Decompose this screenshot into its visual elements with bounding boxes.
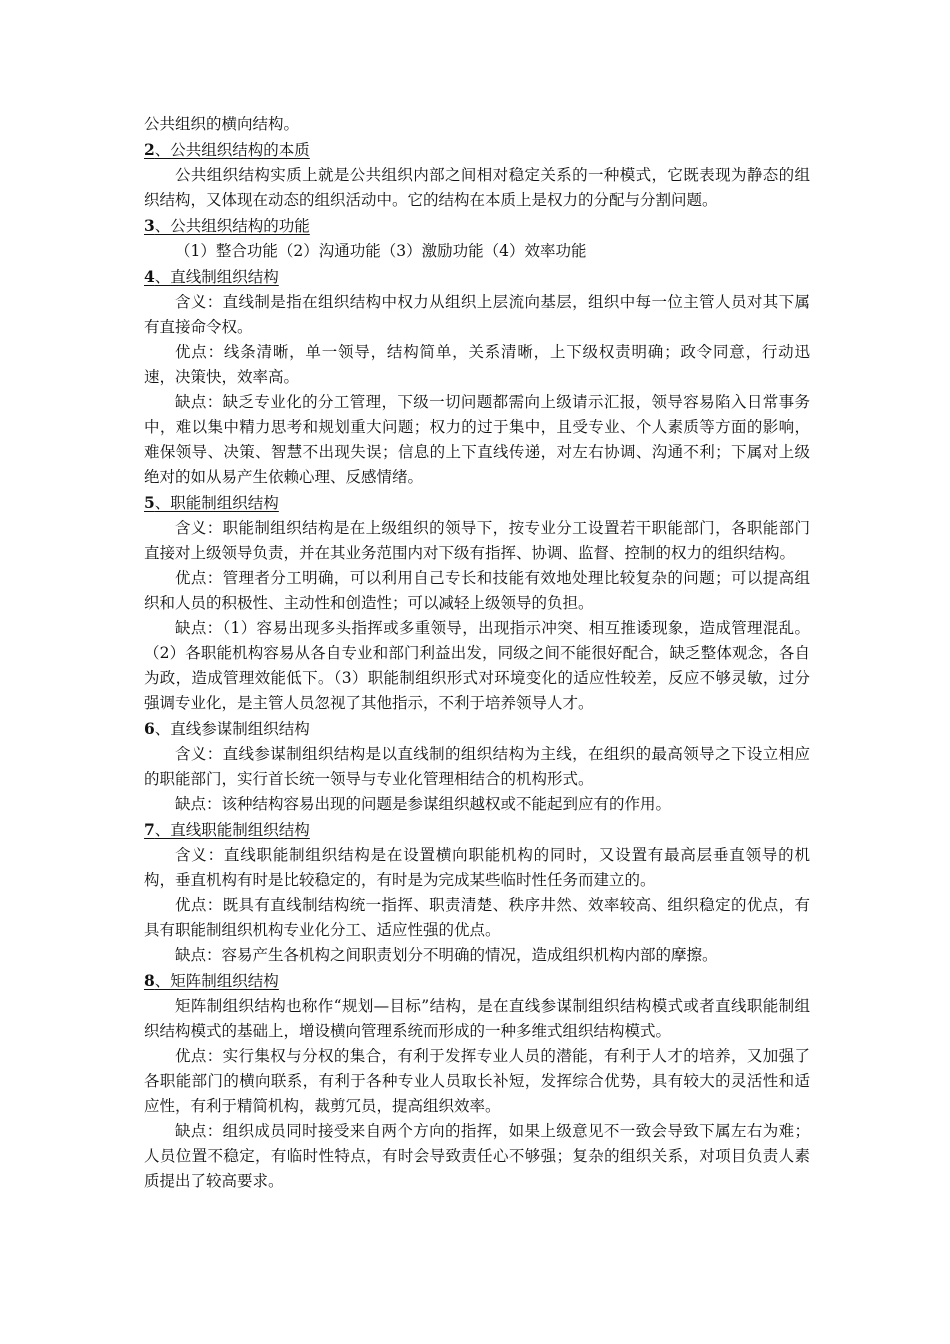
section-6-disadvantages: 缺点：该种结构容易出现的问题是参谋组织越权或不能起到应有的作用。 — [175, 795, 672, 813]
section-4-disadvantages: 缺点：缺乏专业化的分工管理，下级一切问题都需向上级请示汇报，领导容易陷入日常事务中，难以集中精力思考和规划重大问题；权力的过于集中，且受专业、个人素质等方面的影响，难保领导、决策、智慧不出现失误；信息的上下直线传递，对左右协调、沟通不利；下属对上级绝对的如从易产生依赖心理、反感情绪。 — [144, 393, 810, 486]
section-7-title: 、直线职能制组织结构 — [154, 821, 310, 839]
section-8-heading — [144, 968, 810, 994]
section-5-disadvantages: 缺点：（1）容易出现多头指挥或多重领导，出现指示冲突、相互推诿现象，造成管理混乱。（2）各职能机构容易从各自专业和部门利益出发，同级之间不能很好配合，缺乏整体观念，各自为政，造成管理效能低下。（3）职能制组织形式对环境变化的适应性较差，反应不够灵敏，过分强调专业化，是主管人员忽视了其他指示，不利于培养领导人才。 — [144, 619, 810, 712]
section-7-heading — [144, 817, 810, 843]
section-5-title: 、职能制组织结构 — [154, 494, 279, 512]
section-7-number: 7 — [144, 820, 155, 839]
section-4-title: 、直线制组织结构 — [154, 268, 279, 286]
section-6-title: 、直线参谋制组织结构 — [154, 720, 310, 738]
section-2-heading — [144, 137, 810, 163]
section-4-advantages: 优点：线条清晰，单一领导，结构简单，关系清晰，上下级权责明确；政令同意，行动迅速，决策快，效率高。 — [144, 343, 810, 386]
section-6-number: 6 — [144, 719, 155, 738]
section-5-advantages: 优点：管理者分工明确，可以利用自己专长和技能有效地处理比较复杂的问题；可以提高组织和人员的积极性、主动性和创造性；可以减轻上级领导的负担。 — [144, 569, 810, 612]
section-4-definition: 含义：直线制是指在组织结构中权力从组织上层流向基层，组织中每一位主管人员对其下属有直接命令权。 — [144, 293, 810, 336]
section-2-paragraph: 公共组织结构实质上就是公共组织内部之间相对稳定关系的一种模式，它既表现为静态的组织结构，又体现在动态的组织活动中。它的结构在本质上是权力的分配与分割问题。 — [144, 166, 810, 209]
section-3-heading — [144, 213, 810, 239]
section-7-definition: 含义：直线职能制组织结构是在设置横向职能机构的同时，又设置有最高层垂直领导的机构，垂直机构有时是比较稳定的，有时是为完成某些临时性任务而建立的。 — [144, 846, 810, 889]
section-6-heading — [144, 716, 810, 742]
section-3-number: 3 — [144, 216, 155, 235]
document-page — [144, 112, 810, 1194]
section-8-number: 8 — [144, 971, 155, 990]
section-4-number: 4 — [144, 267, 155, 286]
section-5-heading — [144, 490, 810, 516]
intro-tail-text: 公共组织的横向结构。 — [144, 115, 300, 133]
section-6-definition: 含义：直线参谋制组织结构是以直线制的组织结构为主线，在组织的最高领导之下设立相应的职能部门，实行首长统一领导与专业化管理相结合的机构形式。 — [144, 745, 810, 788]
section-2-title: 、公共组织结构的本质 — [154, 141, 310, 159]
section-5-number: 5 — [144, 493, 155, 512]
section-3-paragraph: （1）整合功能（2）沟通功能（3）激励功能（4）效率功能 — [175, 242, 587, 260]
section-2-number: 2 — [144, 140, 155, 159]
section-7-disadvantages: 缺点：容易产生各机构之间职责划分不明确的情况，造成组织机构内部的摩擦。 — [175, 946, 718, 964]
section-8-disadvantages: 缺点：组织成员同时接受来自两个方向的指挥，如果上级意见不一致会导致下属左右为难；人员位置不稳定，有临时性特点，有时会导致责任心不够强；复杂的组织关系，对项目负责人素质提出了较高要求。 — [144, 1122, 810, 1190]
section-8-title: 、矩阵制组织结构 — [154, 972, 279, 990]
section-8-definition: 矩阵制组织结构也称作“规划—目标”结构，是在直线参谋制组织结构模式或者直线职能制组织结构模式的基础上，增设横向管理系统而形成的一种多维式组织结构模式。 — [144, 997, 810, 1040]
section-3-title: 、公共组织结构的功能 — [154, 217, 310, 235]
section-8-advantages: 优点：实行集权与分权的集合，有利于发挥专业人员的潜能，有利于人才的培养，又加强了各职能部门的横向联系，有利于各种专业人员取长补短，发挥综合优势，具有较大的灵活性和适应性，有利于精简机构，裁剪冗员，提高组织效率。 — [144, 1047, 810, 1115]
section-5-definition: 含义：职能制组织结构是在上级组织的领导下，按专业分工设置若干职能部门，各职能部门直接对上级领导负责，并在其业务范围内对下级有指挥、协调、监督、控制的权力的组织结构。 — [144, 519, 810, 562]
section-7-advantages: 优点：既具有直线制结构统一指挥、职责清楚、秩序井然、效率较高、组织稳定的优点，有具有职能制组织机构专业化分工、适应性强的优点。 — [144, 896, 810, 939]
section-4-heading — [144, 264, 810, 290]
